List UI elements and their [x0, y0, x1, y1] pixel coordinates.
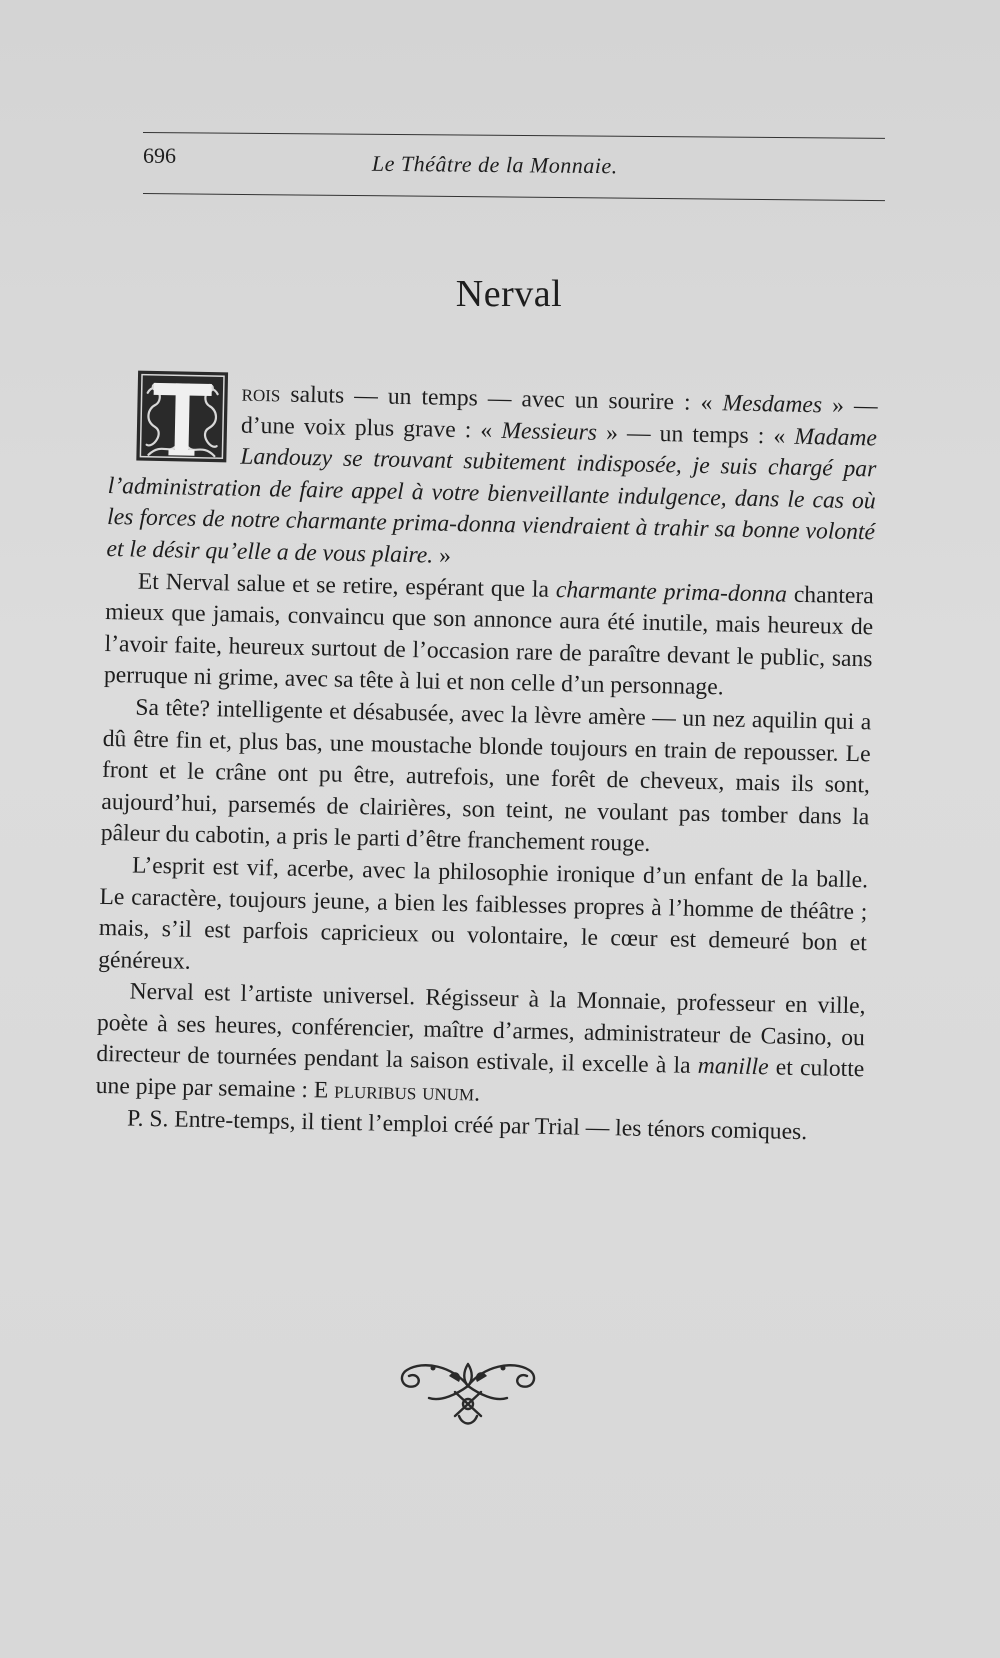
paragraph-3: Sa tête? intelligente et désabusée, avec la lèvre amère — un nez aquilin qui a dû être fin et, plus bas, une moustache blonde toujours en train de repousser. Le front et le crâne ont pu être, autrefois, une forêt de cheveux, mais ils sont, aujourd’hui, parsemés de clairières, son teint, ne voulant pas tomber dans la pâleur du cabotin, a pris le parti d’être franchement rouge. — [100, 694, 872, 858]
italic-run: Mesdames — [722, 390, 823, 419]
text-run: chantera mieux que jamais, convaincu que son annonce aura été inutile, mais heureux de l’avoir faite, heureux surtout de l’occasion rare de paraître devant le public, sans perruque ni grime, avec sa tête à lui et non celle d’un personnage. — [103, 581, 874, 701]
italic-run: charmante prima-donna — [555, 576, 788, 608]
page-number: 696 — [143, 143, 176, 168]
running-head: Le Théâtre de la Monnaie. — [371, 150, 618, 179]
paragraph-2 — [104, 566, 874, 708]
paragraph-5 — [95, 976, 865, 1118]
ornate-dropcap-icon — [134, 369, 230, 465]
text-run: » — [432, 542, 452, 569]
header-rule-top — [143, 132, 885, 139]
text-run: Nerval est l’artiste universel. Régisseur à la Monnaie, professeur en ville, poète à ses heures, conférencier, maître d’armes, administrateur de Casino, ou directeur de tournées pendant la saison estivale, il excelle à la — [96, 978, 866, 1080]
text-run: Et Nerval salue et se retire, espérant que la — [137, 568, 557, 603]
italic-run: manille — [697, 1053, 769, 1081]
text-run: et culotte une pipe par semaine : — [95, 1054, 865, 1104]
paragraph-6: P. S. Entre-temps, il tient l’emploi créé par Trial — les ténors comiques. — [126, 1105, 808, 1145]
paragraph-1 — [106, 376, 878, 581]
text-run: » — un temps : « — [596, 419, 795, 450]
chapter-title: Nerval — [455, 273, 563, 315]
header-rule-bottom — [143, 193, 885, 201]
italic-run: Madame Landouzy se trouvant subitement indisposée, je suis chargé par l’administration de faire appel à votre bienveillante indulgence, dans le cas où les forces de notre charmante prima-donna viendraient à trahir sa bonne volonté et le désir qu’elle a de vous plaire. — [106, 423, 878, 569]
text-run: » — d’une voix plus grave : « — [240, 392, 878, 444]
fleuron-ornament-icon — [393, 1346, 543, 1430]
motto: E pluribus unum. — [313, 1077, 481, 1107]
article-body — [95, 376, 878, 1150]
paragraph-4: L’esprit est vif, acerbe, avec la philosophie ironique d’un enfant de la balle. Le caractère, toujours jeune, a bien les faiblesses propres à l’homme de théâtre ; mais, s’il est parfois capricieux ou volontaire, le cœur est demeuré bon et généreux. — [98, 852, 869, 975]
italic-run: Messieurs — [501, 417, 598, 446]
text-run: saluts — un temps — avec un sourire : « — [280, 381, 723, 417]
lead-word: rois — [241, 380, 281, 408]
